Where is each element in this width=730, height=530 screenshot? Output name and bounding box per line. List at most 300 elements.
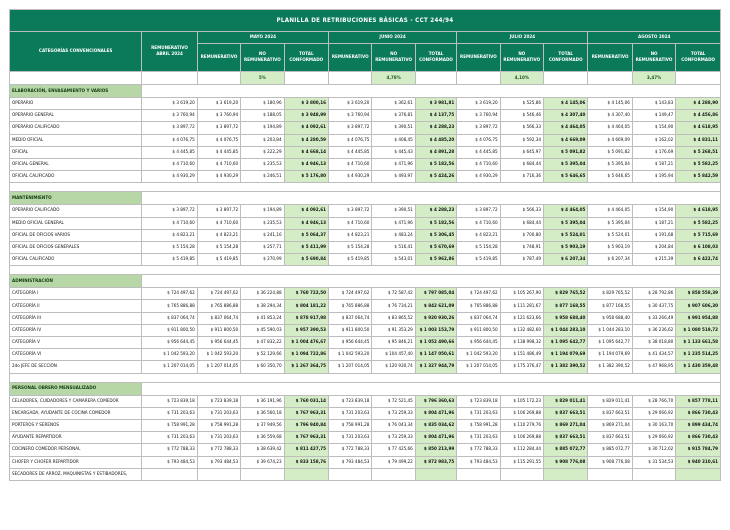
spacer-row [10,183,721,192]
total-cell: $ 5 268,51 [676,146,721,158]
total-cell: $ 5 411,99 [284,241,328,253]
category-cell: CATEGORÍA IV [10,324,142,336]
percentage-cell: 3,47% [632,72,675,85]
total-cell: $ 4 831,11 [676,134,721,146]
total-cell: $ 797 085,04 [415,288,456,300]
amount-cell: $ 376,81 [372,110,415,122]
total-cell: $ 811 427,75 [284,444,328,456]
amount-cell: $ 908 776,08 [588,456,632,468]
amount-cell: $ 6 207,34 [588,254,632,266]
total-cell: $ 4 891,28 [415,146,456,158]
total-cell: $ 1 194 079,69 [544,349,588,361]
total-cell: $ 829 011,41 [544,395,588,407]
total-cell: $ 991 954,88 [676,312,721,324]
category-cell: OPERARIO GENERAL [10,110,142,122]
total-cell: $ 4 288,23 [415,205,456,217]
amount-cell: $ 77 425,66 [372,444,415,456]
amount-cell: $ 3 897,72 [142,122,198,134]
amount-cell: $ 4 145,06 [588,98,632,110]
category-cell: OFICIAL DE OFICIOS VARIOS [10,229,142,241]
amount-cell: $ 38 639,42 [241,444,284,456]
amount-cell: $ 195,94 [632,171,675,183]
amount-cell: $ 39 674,23 [241,456,284,468]
total-cell: $ 1 147 050,61 [415,349,456,361]
total-cell: $ 760 722,50 [284,288,328,300]
amount-cell: $ 30 712,02 [632,444,675,456]
total-cell: $ 1 095 642,77 [544,337,588,349]
total-cell: $ 4 456,86 [676,110,721,122]
amount-cell: $ 4 710,60 [197,217,240,229]
amount-cell: $ 5 524,01 [588,229,632,241]
amount-cell [197,468,240,480]
total-cell: $ 1 235 514,25 [676,349,721,361]
total-cell: $ 4 092,61 [284,122,328,134]
amount-cell: $ 5 419,85 [457,254,500,266]
category-cell: SECADORES DE ARROZ, MAQUINISTAS Y ESTIBADORES, [10,468,142,480]
category-cell: 2do JEFE DE SECCIÓN [10,361,142,373]
total-cell: $ 4 668,14 [284,146,328,158]
category-cell: MEDIO OFICIAL [10,134,142,146]
amount-cell: $ 4 710,60 [457,217,500,229]
amount-cell: $ 731 203,63 [142,432,198,444]
total-cell: $ 4 464,05 [544,205,588,217]
header-sub: NO REMUNERATIVO [500,44,543,72]
header-month: JUNIO 2024 [329,32,457,44]
amount-cell: $ 5 903,19 [588,241,632,253]
amount-cell [329,468,372,480]
header-sub: TOTAL CONFORMADO [415,44,456,72]
amount-cell: $ 3 897,72 [329,122,372,134]
table-row [10,205,721,217]
amount-cell: $ 4 076,75 [457,134,500,146]
header-sub: NO REMUNERATIVO [372,44,415,72]
amount-cell: $ 3 619,20 [457,98,500,110]
amount-cell: $ 4 930,29 [329,171,372,183]
amount-cell: $ 4 445,85 [142,146,198,158]
amount-cell: $ 716,36 [500,171,543,183]
category-cell: CELADORES, CUIDADORES Y CAMARERA COMEDOR [10,395,142,407]
amount-cell: $ 5 646,65 [588,171,632,183]
total-cell: $ 5 962,86 [415,254,456,266]
amount-cell: $ 471,96 [372,158,415,170]
amount-cell: $ 38 018,80 [632,337,675,349]
amount-cell: $ 235,53 [241,217,284,229]
amount-cell: $ 3 897,72 [142,205,198,217]
total-cell: $ 5 842,59 [676,171,721,183]
amount-cell: $ 4 710,60 [457,158,500,170]
amount-cell: $ 45 590,03 [241,324,284,336]
header-sub: NO REMUNERATIVO [632,44,675,72]
amount-cell: $ 700,80 [500,229,543,241]
total-cell: $ 5 306,45 [415,229,456,241]
amount-cell: $ 1 207 014,05 [142,361,198,373]
total-cell: $ 4 485,20 [415,134,456,146]
header-sub: REMUNERATIVO [197,44,240,72]
amount-cell: $ 3 760,94 [457,110,500,122]
amount-cell: $ 270,99 [241,254,284,266]
amount-cell [372,468,415,480]
total-cell: $ 877 168,55 [544,300,588,312]
category-cell: OPERARIO CALIFICADO [10,205,142,217]
header-sub: TOTAL CONFORMADO [284,44,328,72]
total-cell: $ 4 618,95 [676,205,721,217]
table-row [10,419,721,431]
amount-cell: $ 911 800,50 [142,324,198,336]
amount-cell: $ 28 792,86 [632,288,675,300]
total-cell: $ 4 307,40 [544,110,588,122]
amount-cell: $ 1 207 014,05 [197,361,240,373]
total-cell: $ 796 360,63 [415,395,456,407]
amount-cell: $ 592,34 [500,134,543,146]
amount-cell: $ 111 281,67 [500,300,543,312]
amount-cell: $ 257,71 [241,241,284,253]
amount-cell: $ 4 076,75 [329,134,372,146]
total-cell: $ 5 670,69 [415,241,456,253]
amount-cell: $ 120 930,74 [372,361,415,373]
amount-cell: $ 885 072,77 [588,444,632,456]
amount-cell: $ 772 788,33 [457,444,500,456]
amount-cell: $ 911 800,50 [197,324,240,336]
amount-cell: $ 837 064,74 [197,312,240,324]
section-header-row [10,192,721,205]
total-cell: $ 5 395,04 [544,158,588,170]
amount-cell: $ 73 259,33 [372,432,415,444]
amount-cell: $ 723 839,18 [329,395,372,407]
amount-cell: $ 41 853,24 [241,312,284,324]
amount-cell: $ 793 484,53 [142,456,198,468]
total-cell: $ 1 004 476,67 [284,337,328,349]
salary-table-container [9,9,721,530]
section-header-row [10,275,721,288]
amount-cell: $ 956 644,45 [197,337,240,349]
amount-cell: $ 471,96 [372,217,415,229]
total-cell: $ 5 690,84 [284,254,328,266]
category-cell: OFICIAL CALIFICADO [10,254,142,266]
amount-cell: $ 731 203,63 [142,407,198,419]
amount-cell: $ 3 760,94 [142,110,198,122]
amount-cell: $ 105 267,90 [500,288,543,300]
amount-cell: $ 5 154,28 [329,241,372,253]
amount-cell: $ 106 269,88 [500,432,543,444]
amount-cell [500,468,543,480]
total-cell: $ 3 800,16 [284,98,328,110]
total-cell [544,468,588,480]
total-cell: $ 804 181,22 [284,300,328,312]
amount-cell: $ 911 800,50 [329,324,372,336]
table-row [10,300,721,312]
amount-cell: $ 408,45 [372,134,415,146]
amount-cell: $ 60 350,70 [241,361,284,373]
amount-cell: $ 138 998,32 [500,337,543,349]
amount-cell: $ 5 154,28 [197,241,240,253]
total-cell: $ 866 730,43 [676,432,721,444]
amount-cell: $ 4 823,21 [197,229,240,241]
amount-cell: $ 47 832,22 [241,337,284,349]
category-cell: OFICIAL CALIFICADO [10,171,142,183]
table-row [10,337,721,349]
amount-cell: $ 765 886,88 [197,300,240,312]
amount-cell: $ 731 203,63 [197,432,240,444]
amount-cell: $ 4 710,60 [197,158,240,170]
total-cell: $ 4 288,23 [415,122,456,134]
category-cell: AYUDANTE REPARTIDOR [10,432,142,444]
table-row [10,98,721,110]
total-cell: $ 5 582,25 [676,158,721,170]
amount-cell: $ 956 644,45 [457,337,500,349]
amount-cell: $ 1 194 079,69 [588,349,632,361]
total-cell: $ 4 280,59 [284,134,328,146]
header-sub: NO REMUNERATIVO [241,44,284,72]
amount-cell: $ 723 839,18 [142,395,198,407]
amount-cell: $ 731 203,63 [457,432,500,444]
total-cell: $ 872 983,75 [415,456,456,468]
amount-cell: $ 731 203,63 [329,432,372,444]
amount-cell: $ 72 587,42 [372,288,415,300]
section-title: PERSONAL OBRERO MENSUALIZADO [10,382,142,395]
amount-cell [241,468,284,480]
amount-cell: $ 1 042 593,20 [142,349,198,361]
amount-cell: $ 5 395,04 [588,158,632,170]
amount-cell: $ 724 497,62 [142,288,198,300]
total-cell: $ 957 390,53 [284,324,328,336]
amount-cell: $ 787,49 [500,254,543,266]
amount-cell: $ 76 043,34 [372,419,415,431]
total-cell: $ 1 382 390,52 [544,361,588,373]
amount-cell: $ 793 484,53 [329,456,372,468]
amount-cell: $ 4 445,85 [457,146,500,158]
amount-cell: $ 194,89 [241,205,284,217]
amount-cell: $ 837 064,74 [142,312,198,324]
percentage-row [10,72,721,85]
amount-cell: $ 76 734,21 [372,300,415,312]
amount-cell: $ 724 497,62 [457,288,500,300]
amount-cell: $ 546,46 [500,110,543,122]
amount-cell: $ 38 294,34 [241,300,284,312]
table-row [10,432,721,444]
amount-cell: $ 837 064,74 [457,312,500,324]
table-row [10,241,721,253]
amount-cell: $ 731 203,63 [457,407,500,419]
total-cell: $ 5 646,65 [544,171,588,183]
amount-cell: $ 143,83 [632,98,675,110]
amount-cell: $ 28 766,70 [632,395,675,407]
amount-cell: $ 758 991,28 [197,419,240,431]
amount-cell: $ 3 897,72 [457,205,500,217]
amount-cell: $ 765 886,88 [142,300,198,312]
total-cell: $ 5 715,69 [676,229,721,241]
total-cell: $ 5 091,82 [544,146,588,158]
amount-cell: $ 180,96 [241,98,284,110]
table-row [10,122,721,134]
total-cell: $ 5 064,37 [284,229,328,241]
amount-cell: $ 3 897,72 [329,205,372,217]
total-cell: $ 1 430 359,48 [676,361,721,373]
total-cell: $ 908 776,08 [544,456,588,468]
amount-cell: $ 4 445,85 [197,146,240,158]
amount-cell: $ 829 765,52 [588,288,632,300]
header-sub: TOTAL CONFORMADO [544,44,588,72]
amount-cell: $ 4 076,75 [197,134,240,146]
total-cell: $ 1 327 944,79 [415,361,456,373]
amount-cell: $ 52 129,66 [241,349,284,361]
total-cell: $ 1 080 519,72 [676,324,721,336]
total-cell: $ 760 031,14 [284,395,328,407]
amount-cell: $ 4 710,60 [329,217,372,229]
total-cell: $ 4 669,09 [544,134,588,146]
section-title: MANTENIMIENTO [10,192,142,205]
amount-cell: $ 4 930,29 [197,171,240,183]
amount-cell: $ 731 203,63 [329,407,372,419]
total-cell: $ 6 422,74 [676,254,721,266]
amount-cell: $ 1 095 642,77 [588,337,632,349]
total-cell [284,468,328,480]
table-title: PLANILLA DE RETRIBUCIONES BÁSICAS - CCT 244/94 [10,10,721,32]
total-cell: $ 4 946,13 [284,217,328,229]
amount-cell: $ 793 484,53 [197,456,240,468]
amount-cell: $ 724 497,62 [329,288,372,300]
total-cell: $ 1 133 661,58 [676,337,721,349]
amount-cell: $ 4 307,40 [588,110,632,122]
total-cell: $ 5 524,01 [544,229,588,241]
amount-cell: $ 758 991,28 [329,419,372,431]
total-cell: $ 1 052 490,66 [415,337,456,349]
amount-cell: $ 29 066,92 [632,432,675,444]
category-cell: CHOFER Y CHOFER REPARTIDOR [10,456,142,468]
amount-cell: $ 758 991,28 [142,419,198,431]
amount-cell: $ 29 066,92 [632,407,675,419]
amount-cell: $ 5 091,82 [588,146,632,158]
total-cell: $ 833 158,76 [284,456,328,468]
total-cell [415,468,456,480]
amount-cell: $ 241,16 [241,229,284,241]
amount-cell: $ 4 930,29 [457,171,500,183]
total-cell: $ 6 207,34 [544,254,588,266]
total-cell: $ 767 963,31 [284,407,328,419]
amount-cell: $ 83 865,52 [372,312,415,324]
amount-cell: $ 162,02 [632,134,675,146]
table-row [10,349,721,361]
amount-cell: $ 36 191,96 [241,395,284,407]
total-cell: $ 915 784,79 [676,444,721,456]
amount-cell: $ 958 688,40 [588,312,632,324]
header-categorias: CATEGORÍAS CONVENCIONALES [10,32,142,72]
amount-cell: $ 566,33 [500,205,543,217]
amount-cell: $ 724 497,62 [197,288,240,300]
table-row [10,134,721,146]
amount-cell: $ 121 623,66 [500,312,543,324]
total-cell: $ 1 003 153,79 [415,324,456,336]
table-row [10,324,721,336]
amount-cell: $ 4 710,60 [329,158,372,170]
amount-cell: $ 1 042 593,20 [457,349,500,361]
table-row [10,254,721,266]
total-cell: $ 4 618,95 [676,122,721,134]
category-cell: CATEGORÍA VI [10,349,142,361]
total-cell: $ 866 730,43 [676,407,721,419]
amount-cell: $ 36 559,68 [241,432,284,444]
amount-cell: $ 566,33 [500,122,543,134]
amount-cell: $ 483,24 [372,229,415,241]
total-cell: $ 899 434,74 [676,419,721,431]
amount-cell [588,468,632,480]
amount-cell: $ 188,05 [241,110,284,122]
spacer-row [10,373,721,382]
amount-cell: $ 36 224,88 [241,288,284,300]
amount-cell: $ 723 839,18 [457,395,500,407]
amount-cell: $ 772 788,33 [142,444,198,456]
amount-cell: $ 104 457,40 [372,349,415,361]
amount-cell: $ 869 271,04 [588,419,632,431]
amount-cell: $ 4 445,85 [329,146,372,158]
amount-cell: $ 3 619,20 [197,98,240,110]
amount-cell: $ 3 760,94 [197,110,240,122]
amount-cell: $ 154,90 [632,122,675,134]
total-cell: $ 878 917,98 [284,312,328,324]
amount-cell: $ 3 897,72 [197,122,240,134]
amount-cell: $ 837 663,51 [588,407,632,419]
total-cell: $ 940 310,61 [676,456,721,468]
header-sub: REMUNERATIVO [588,44,632,72]
amount-cell: $ 731 203,63 [197,407,240,419]
amount-cell: $ 1 042 593,20 [329,349,372,361]
category-cell: OFICIAL DE OFICIOS GENERALES [10,241,142,253]
amount-cell: $ 73 259,33 [372,407,415,419]
table-row [10,395,721,407]
header-sub: REMUNERATIVO [457,44,500,72]
amount-cell: $ 1 042 593,20 [197,349,240,361]
amount-cell: $ 112 284,44 [500,444,543,456]
table-row [10,312,721,324]
total-cell: $ 835 034,62 [415,419,456,431]
total-cell: $ 1 044 283,10 [544,324,588,336]
total-cell: $ 858 558,39 [676,288,721,300]
amount-cell: $ 4 930,29 [142,171,198,183]
amount-cell: $ 246,51 [241,171,284,183]
amount-cell: $ 132 482,60 [500,324,543,336]
total-cell: $ 837 663,51 [544,407,588,419]
amount-cell: $ 5 154,28 [142,241,198,253]
amount-cell: $ 30 163,70 [632,419,675,431]
table-row [10,146,721,158]
amount-cell: $ 4 823,21 [457,229,500,241]
amount-cell [142,468,198,480]
amount-cell: $ 235,53 [241,158,284,170]
section-header-row [10,382,721,395]
amount-cell: $ 765 886,88 [457,300,500,312]
total-cell: $ 837 663,51 [544,432,588,444]
amount-cell: $ 4 823,21 [329,229,372,241]
total-cell [676,468,721,480]
amount-cell: $ 956 644,45 [142,337,198,349]
total-cell: $ 4 145,06 [544,98,588,110]
section-title: ELABORACIÓN, ENVASAMIENTO Y VARIOS [10,85,142,98]
total-cell: $ 5 582,25 [676,217,721,229]
category-cell: OPERARIO [10,98,142,110]
total-cell: $ 907 606,30 [676,300,721,312]
amount-cell: $ 765 886,88 [329,300,372,312]
category-cell: PORTEROS Y SERENOS [10,419,142,431]
amount-cell: $ 187,21 [632,158,675,170]
category-cell: CATEGORÍA I [10,288,142,300]
amount-cell: $ 4 076,75 [142,134,198,146]
header-month: AGOSTO 2024 [588,32,721,44]
total-cell: $ 958 688,40 [544,312,588,324]
total-cell: $ 4 137,75 [415,110,456,122]
amount-cell: $ 5 419,85 [197,254,240,266]
category-cell: OFICIAL [10,146,142,158]
total-cell: $ 6 108,03 [676,241,721,253]
header-month: MAYO 2024 [197,32,328,44]
